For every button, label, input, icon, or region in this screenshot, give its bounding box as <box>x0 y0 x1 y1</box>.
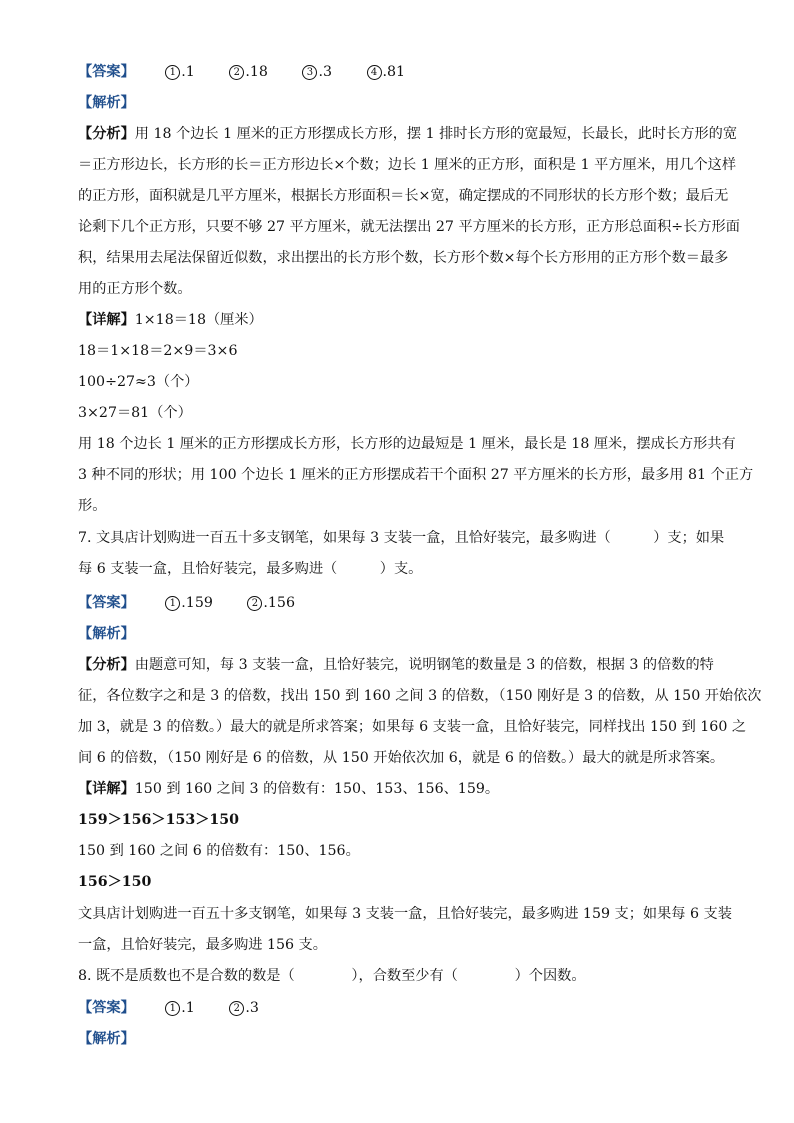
fenxi-label: 【分析】 <box>78 126 135 142</box>
jiexi-label: 【解析】 <box>78 1031 135 1047</box>
answer-label: 【答案】 <box>78 595 135 611</box>
fenxi-line: 间 6 的倍数，（150 刚好是 6 的倍数，从 150 开始依次加 6，就是 6 的倍数。）最大的就是所求答案。 <box>78 750 725 766</box>
conclusion-line: 用 18 个边长 1 厘米的正方形摆成长方形，长方形的边最短是 1 厘米，最长是 18 厘米，摆成长方形共有 <box>78 436 736 452</box>
answer-option-3: 3 .3 <box>302 62 332 82</box>
jiexi-label: 【解析】 <box>78 626 135 642</box>
fenxi-line: 论剩下几个正方形，只要不够 27 平方厘米，就无法摆出 27 平方厘米的长方形，正方形总面积÷长方形面 <box>78 219 740 235</box>
answer-option-1: 1 .159 <box>165 593 213 613</box>
comparison-line: 156＞150 <box>78 874 152 890</box>
fenxi-line: 的正方形，面积就是几平方厘米，根据长方形面积＝长×宽，确定摆成的不同形状的长方形个数；最后无 <box>78 188 729 204</box>
fenxi-line: 用的正方形个数。 <box>78 281 192 297</box>
fenxi-line: 征，各位数字之和是 3 的倍数，找出 150 到 160 之间 3 的倍数，（150 刚好是 3 的倍数，从 150 开始依次 <box>78 688 762 704</box>
answer-option-2: 2 .156 <box>247 593 295 613</box>
answer-option-4: 4 .81 <box>367 62 406 82</box>
calc-line: 100÷27≈3（个） <box>78 374 199 390</box>
conclusion-line: 形。 <box>78 498 107 514</box>
comparison-line: 159＞156＞153＞150 <box>78 812 240 828</box>
conclusion-line: 3 种不同的形状；用 100 个边长 1 厘米的正方形摆成若干个面积 27 平方厘米的长方形，最多用 81 个正方 <box>78 467 754 483</box>
answer-label: 【答案】 <box>78 64 135 80</box>
fenxi-label: 【分析】 <box>78 657 135 673</box>
fenxi-line: 加 3，就是 3 的倍数。）最大的就是所求答案；如果每 6 支装一盒，且恰好装完，同样找出 150 到 160 之 <box>78 719 747 735</box>
answer-option-1: 1 .1 <box>165 998 195 1018</box>
conclusion-line: 一盒，且恰好装完，最多购进 156 支。 <box>78 937 327 953</box>
answer-label: 【答案】 <box>78 1000 135 1016</box>
fenxi-line: ＝正方形边长，长方形的长＝正方形边长×个数；边长 1 厘米的正方形，面积是 1 平方厘米，用几个这样 <box>78 157 737 173</box>
fenxi-line: 【分析】用 18 个边长 1 厘米的正方形摆成长方形，摆 1 排时长方形的宽最短，长最长，此时长方形的宽 <box>78 126 738 142</box>
fenxi-line: 【分析】由题意可知，每 3 支装一盒，且恰好装完，说明钢笔的数量是 3 的倍数，根据 3 的倍数的特 <box>78 657 714 673</box>
question-7-line: 7. 文具店计划购进一百五十多支钢笔，如果每 3 支装一盒，且恰好装完，最多购进（ ）支；如果 <box>78 530 725 546</box>
q8-answer-row <box>78 998 718 1018</box>
xiangjie-label: 【详解】 <box>78 312 135 328</box>
jiexi-label: 【解析】 <box>78 95 135 111</box>
answer-option-1: 1 .1 <box>165 62 195 82</box>
calc-line: 3×27＝81（个） <box>78 405 192 421</box>
multiples-line: 150 到 160 之间 6 的倍数有：150、156。 <box>78 843 360 859</box>
answer-option-2: 2 .3 <box>229 998 259 1018</box>
q7-answer-row <box>78 593 718 613</box>
question-7-line: 每 6 支装一盒，且恰好装完，最多购进（ ）支。 <box>78 561 423 577</box>
xiangjie-line: 【详解】150 到 160 之间 3 的倍数有：150、153、156、159。 <box>78 781 500 797</box>
conclusion-line: 文具店计划购进一百五十多支钢笔，如果每 3 支装一盒，且恰好装完，最多购进 159 支；如果每 6 支装 <box>78 906 732 922</box>
xiangjie-label: 【详解】 <box>78 781 135 797</box>
question-8-line: 8. 既不是质数也不是合数的数是（ ），合数至少有（ ）个因数。 <box>78 968 586 984</box>
calc-line: 18＝1×18＝2×9＝3×6 <box>78 343 238 359</box>
xiangjie-line: 【详解】1×18＝18（厘米） <box>78 312 263 328</box>
fenxi-line: 积，结果用去尾法保留近似数，求出摆出的长方形个数，长方形个数×每个长方形用的正方形个数＝最多 <box>78 250 729 266</box>
q6-answer-row <box>78 62 718 82</box>
answer-option-2: 2 .18 <box>229 62 268 82</box>
